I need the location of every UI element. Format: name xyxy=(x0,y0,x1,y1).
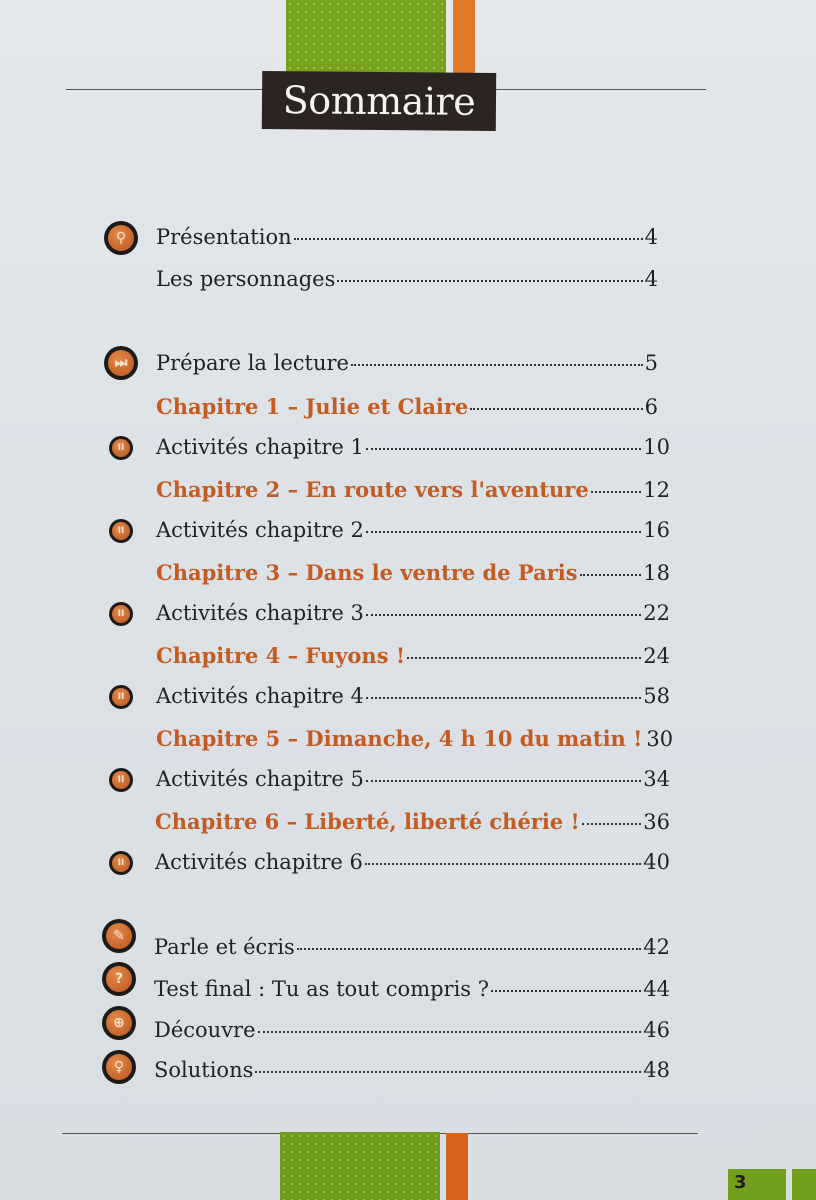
toc-row-presentation[interactable]: Présentation 4 xyxy=(156,225,658,249)
magnifier-icon: ⚲ xyxy=(104,221,138,255)
toc-row-activites-5[interactable]: Activités chapitre 5 34 xyxy=(156,767,670,791)
question-icon: ? xyxy=(102,962,136,996)
dot-leader xyxy=(365,862,641,865)
page-title: Sommaire xyxy=(282,78,476,124)
speak-write-icon: ✎ xyxy=(102,919,136,953)
toc-row-decouvre[interactable]: Découvre 46 xyxy=(154,1018,670,1042)
toc-row-test-final[interactable]: Test final : Tu as tout compris ? 44 xyxy=(154,977,670,1001)
skip-forward-icon: ⏭ xyxy=(104,346,138,380)
toc-row-activites-2[interactable]: Activités chapitre 2 16 xyxy=(156,518,670,542)
toc-row-activites-1[interactable]: Activités chapitre 1 10 xyxy=(156,435,670,459)
toc-row-personnages[interactable]: Les personnages 4 xyxy=(156,267,658,291)
pause-icon: II xyxy=(109,851,133,875)
dot-leader xyxy=(258,1030,642,1033)
toc-row-prepare[interactable]: Prépare la lecture 5 xyxy=(156,351,658,375)
dot-leader xyxy=(580,573,642,576)
pause-icon: II xyxy=(109,519,133,543)
dot-leader xyxy=(297,947,641,950)
toc-row-chapter-3[interactable]: Chapitre 3 – Dans le ventre de Paris 18 xyxy=(156,560,670,585)
globe-icon: ⊕ xyxy=(102,1006,136,1040)
pause-icon: II xyxy=(109,768,133,792)
dot-leader xyxy=(294,237,643,240)
pause-icon: II xyxy=(109,436,133,460)
dot-leader xyxy=(366,779,641,782)
dot-leader xyxy=(491,989,641,992)
dot-leader xyxy=(470,407,642,410)
dot-leader xyxy=(366,530,641,533)
toc-row-activites-6[interactable]: Activités chapitre 6 40 xyxy=(155,850,670,874)
pause-icon: II xyxy=(109,602,133,626)
toc-row-chapter-1[interactable]: Chapitre 1 – Julie et Claire 6 xyxy=(156,394,658,419)
bottom-orange-band xyxy=(446,1133,468,1200)
toc-row-chapter-2[interactable]: Chapitre 2 – En route vers l'aventure 12 xyxy=(156,477,670,502)
bottom-green-band xyxy=(280,1132,440,1200)
dot-leader xyxy=(366,613,641,616)
dot-leader xyxy=(407,656,641,659)
pause-icon: II xyxy=(109,685,133,709)
lightbulb-icon: ♀ xyxy=(102,1050,136,1084)
dot-leader xyxy=(582,822,642,825)
dot-leader xyxy=(366,696,641,699)
toc-row-solutions[interactable]: Solutions 48 xyxy=(154,1058,670,1082)
toc-row-parle-ecris[interactable]: Parle et écris 42 xyxy=(154,935,670,959)
page-number: 3 xyxy=(728,1169,786,1200)
toc-row-chapter-6[interactable]: Chapitre 6 – Liberté, liberté chérie ! 36 xyxy=(155,809,670,834)
toc-row-chapter-4[interactable]: Chapitre 4 – Fuyons ! 24 xyxy=(156,643,670,668)
toc-row-activites-3[interactable]: Activités chapitre 3 22 xyxy=(156,601,670,625)
dot-leader xyxy=(337,279,642,282)
dot-leader xyxy=(366,447,641,450)
dot-leader xyxy=(591,490,642,493)
dot-leader xyxy=(255,1070,641,1073)
toc-row-activites-4[interactable]: Activités chapitre 4 58 xyxy=(156,684,670,708)
dot-leader xyxy=(351,363,643,366)
toc-row-chapter-5[interactable]: Chapitre 5 – Dimanche, 4 h 10 du matin ! 30 xyxy=(156,726,674,751)
page-number-tab xyxy=(792,1169,816,1200)
